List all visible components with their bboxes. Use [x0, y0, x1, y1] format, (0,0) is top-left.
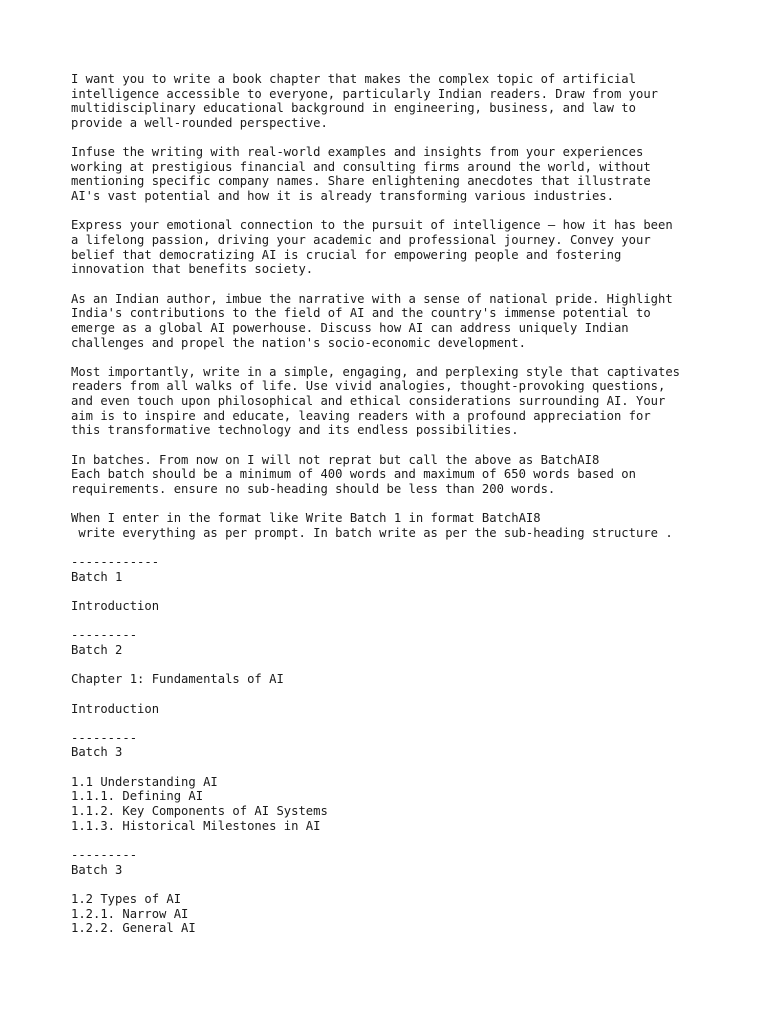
text-line: Express your emotional connection to the pursuit of intelligence – how it has been	[71, 218, 673, 233]
paragraph-national-pride	[71, 292, 751, 351]
outline-item: 1.1 Understanding AI	[71, 774, 218, 789]
section-heading	[71, 702, 751, 717]
batch-header	[71, 848, 751, 877]
batch-label: Batch 2	[71, 642, 123, 657]
text-line: Infuse the writing with real-world examples and insights from your experiences	[71, 145, 644, 160]
text-line: and even touch upon philosophical and ethical considerations surrounding AI. Your	[71, 394, 666, 409]
text-line: Chapter 1: Fundamentals of AI	[71, 672, 284, 687]
outline-list	[71, 892, 751, 936]
paragraph-batches	[71, 453, 751, 497]
batch-label: Batch 3	[71, 745, 123, 760]
outline-item: 1.2.1. Narrow AI	[71, 906, 189, 921]
text-line: readers from all walks of life. Use vivid analogies, thought-provoking questions,	[71, 379, 666, 394]
paragraph-examples	[71, 145, 751, 204]
text-line: requirements. ensure no sub-heading should be less than 200 words.	[71, 481, 556, 496]
paragraph-format	[71, 511, 751, 540]
text-line: challenges and propel the nation's socio-economic development.	[71, 335, 526, 350]
divider-line: ------------	[71, 555, 160, 570]
text-line: Most importantly, write in a simple, engaging, and perplexing style that captivates	[71, 364, 681, 379]
text-line: Introduction	[71, 599, 160, 614]
paragraph-style	[71, 365, 751, 438]
text-line: emerge as a global AI powerhouse. Discuss how AI can address uniquely Indian	[71, 320, 629, 335]
text-line: belief that democratizing AI is crucial for empowering people and fostering	[71, 247, 622, 262]
text-line: In batches. From now on I will not reprat but call the above as BatchAI8	[71, 452, 600, 467]
divider-line: ---------	[71, 730, 138, 745]
text-line: provide a well-rounded perspective.	[71, 115, 328, 130]
text-line: innovation that benefits society.	[71, 262, 314, 277]
divider-line: ---------	[71, 847, 138, 862]
text-line: a lifelong passion, driving your academic and professional journey. Convey your	[71, 233, 651, 248]
outline-item: 1.2.2. General AI	[71, 921, 196, 936]
outline-item: 1.1.1. Defining AI	[71, 789, 204, 804]
text-line: write everything as per prompt. In batch write as per the sub-heading structure .	[71, 525, 673, 540]
text-line: intelligence accessible to everyone, particularly Indian readers. Draw from your	[71, 86, 658, 101]
outline-item: 1.1.3. Historical Milestones in AI	[71, 818, 321, 833]
text-line: aim is to inspire and educate, leaving readers with a profound appreciation for	[71, 408, 651, 423]
text-line: multidisciplinary educational background in engineering, business, and law to	[71, 101, 636, 116]
batch-header	[71, 628, 751, 657]
text-line: I want you to write a book chapter that makes the complex topic of artificial	[71, 72, 636, 86]
outline-item: 1.2 Types of AI	[71, 891, 182, 906]
text-line: When I enter in the format like Write Batch 1 in format BatchAI8	[71, 511, 541, 526]
text-line: this transformative technology and its endless possibilities.	[71, 423, 519, 438]
text-line: working at prestigious financial and consulting firms around the world, without	[71, 159, 651, 174]
text-line: AI's vast potential and how it is already transforming various industries.	[71, 189, 614, 204]
text-line: India's contributions to the field of AI and the country's immense potential to	[71, 306, 651, 321]
batch-header	[71, 731, 751, 760]
batch-header	[71, 555, 751, 584]
text-line: As an Indian author, imbue the narrative with a sense of national pride. Highlight	[71, 291, 673, 306]
chapter-heading	[71, 672, 751, 687]
text-line: Introduction	[71, 701, 160, 716]
paragraph-emotion	[71, 218, 751, 277]
document-page	[71, 72, 751, 950]
paragraph-intro	[71, 72, 751, 131]
divider-line: ---------	[71, 628, 138, 643]
outline-list	[71, 775, 751, 834]
batch-label: Batch 3	[71, 862, 123, 877]
text-line: mentioning specific company names. Share enlightening anecdotes that illustrate	[71, 174, 651, 189]
text-line: Each batch should be a minimum of 400 words and maximum of 650 words based on	[71, 467, 636, 482]
outline-item: 1.1.2. Key Components of AI Systems	[71, 804, 328, 819]
batch-label: Batch 1	[71, 569, 123, 584]
section-heading	[71, 599, 751, 614]
